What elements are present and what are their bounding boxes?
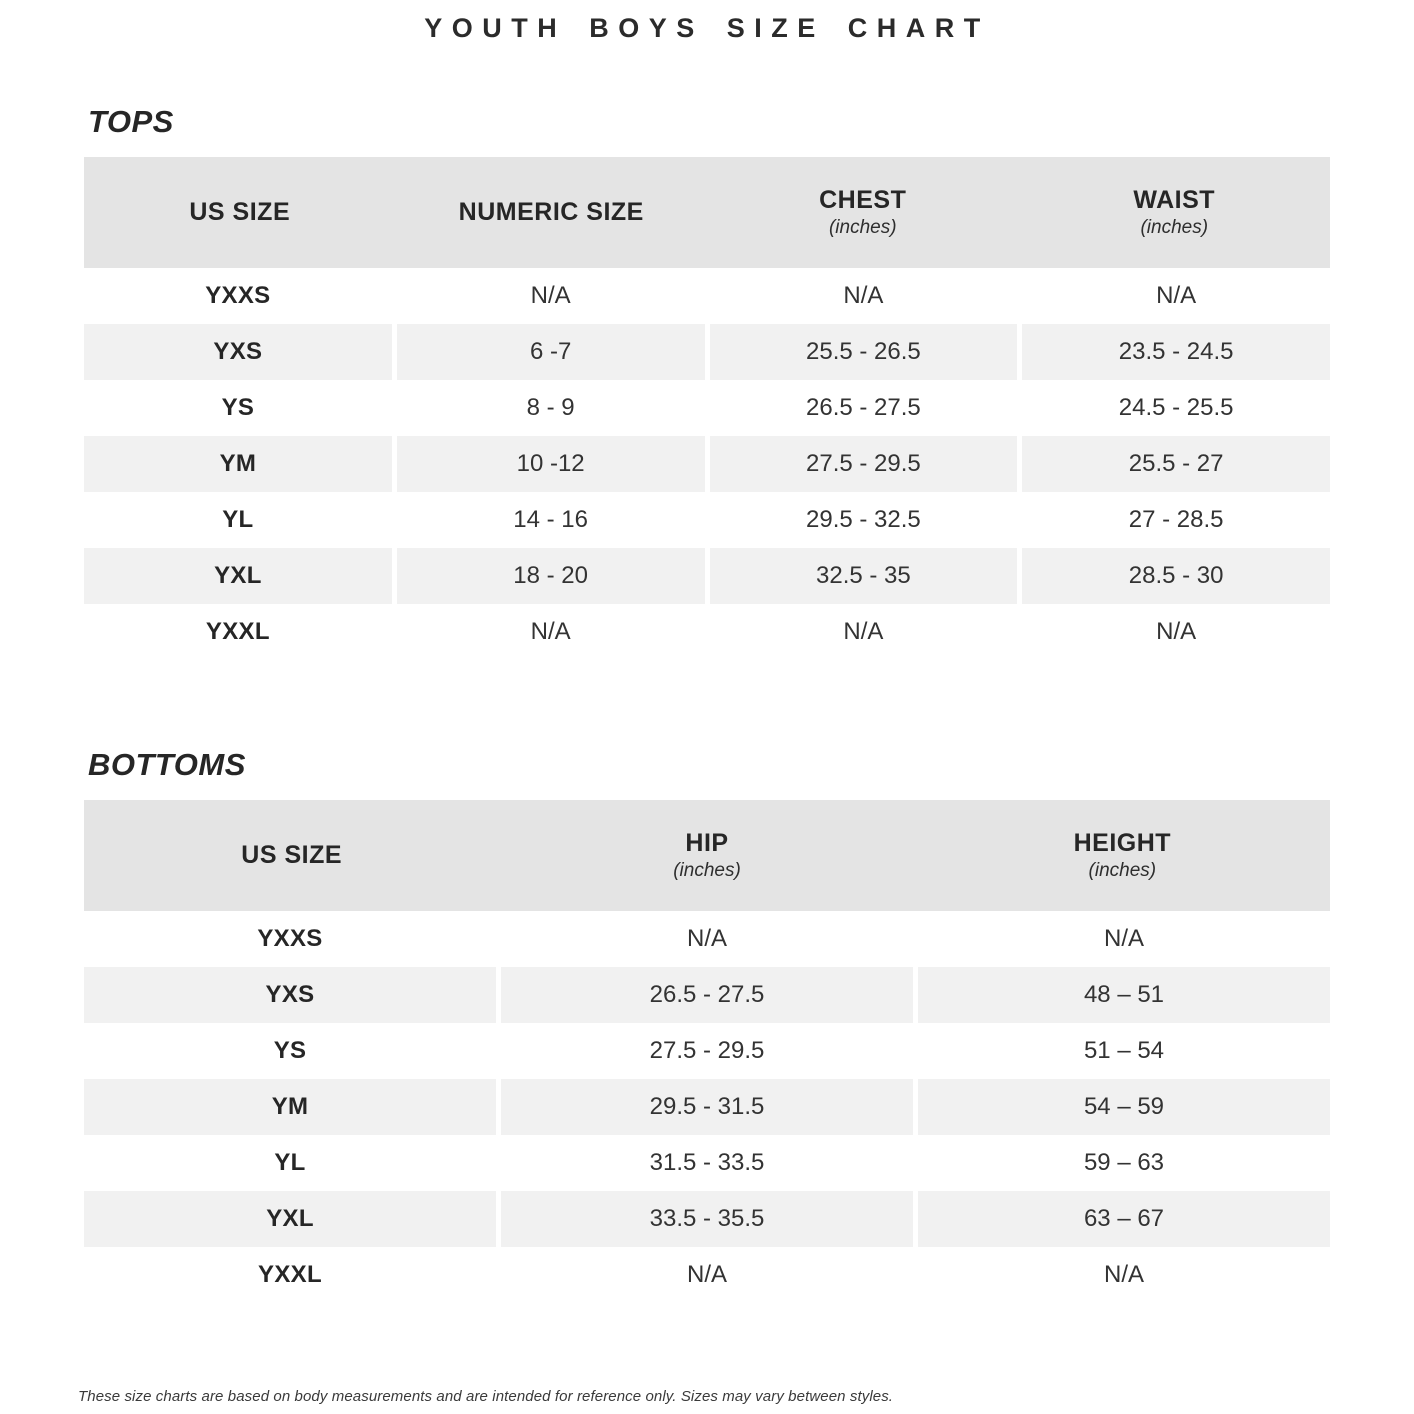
table-row: [84, 604, 1330, 660]
size-label-cell: YS: [221, 394, 255, 421]
size-label-cell: YXS: [84, 324, 392, 380]
bottoms-section: [84, 747, 1330, 1303]
table-row: [84, 548, 1330, 604]
measurement-cell: 51 – 54: [1083, 1037, 1165, 1064]
measurement-cell: 10 -12: [397, 436, 705, 492]
measurement-cell: N/A: [843, 282, 884, 309]
measurement-cell: 27 - 28.5: [1128, 506, 1224, 533]
measurement-cell: 29.5 - 32.5: [806, 506, 921, 533]
measurement-cell: N/A: [1103, 1261, 1144, 1288]
measurement-cell: N/A: [686, 925, 727, 952]
table-row: [84, 1247, 1330, 1303]
column-header-label: HIP: [685, 829, 729, 857]
measurement-cell: 31.5 - 33.5: [649, 1149, 765, 1176]
measurement-cell: 8 - 9: [526, 394, 575, 421]
tops-table-header-row: [84, 157, 1330, 268]
measurement-cell: N/A: [843, 618, 884, 645]
bottoms-table-body: [84, 911, 1330, 1303]
measurement-cell: 26.5 - 27.5: [806, 394, 921, 421]
column-header: [915, 800, 1330, 911]
bottoms-table-header-row: [84, 800, 1330, 911]
measurement-cell: N/A: [1156, 282, 1197, 309]
measurement-cell: 48 – 51: [918, 967, 1330, 1023]
tops-table-body: [84, 268, 1330, 660]
size-label-cell: YXS: [84, 967, 496, 1023]
column-header-unit: (inches): [673, 860, 741, 882]
size-label-cell: YM: [84, 436, 392, 492]
table-row: [84, 911, 1330, 967]
column-header-label: NUMERIC SIZE: [458, 197, 644, 226]
size-label-cell: YXL: [84, 548, 392, 604]
column-header: [499, 800, 914, 911]
page-title: YOUTH BOYS SIZE CHART: [424, 13, 990, 43]
size-label-cell: YS: [273, 1037, 307, 1064]
bottoms-size-table: [84, 800, 1330, 1303]
column-header-label: US SIZE: [189, 197, 291, 226]
tops-section-heading: TOPS: [88, 104, 174, 139]
size-label-cell: YL: [274, 1149, 306, 1176]
measurement-cell: 28.5 - 30: [1022, 548, 1330, 604]
column-header: [707, 157, 1019, 268]
column-header: [1019, 157, 1331, 268]
bottoms-section-heading: BOTTOMS: [88, 747, 246, 782]
table-row: [84, 1135, 1330, 1191]
table-row: [84, 380, 1330, 436]
measurement-cell: N/A: [1103, 925, 1144, 952]
measurement-cell: 25.5 - 27: [1022, 436, 1330, 492]
measurement-cell: 59 – 63: [1083, 1149, 1165, 1176]
footnote: These size charts are based on body measurements and are intended for reference only. Sizes may vary between styles.: [78, 1388, 894, 1405]
size-label-cell: YXXS: [205, 282, 271, 309]
column-header: [84, 800, 499, 911]
table-row: [84, 324, 1330, 380]
column-header: [84, 157, 396, 268]
table-row: [84, 492, 1330, 548]
column-header: [396, 157, 708, 268]
size-label-cell: YXXL: [205, 618, 270, 645]
size-label-cell: YXL: [84, 1191, 496, 1247]
table-row: [84, 268, 1330, 324]
size-label-cell: YL: [222, 506, 254, 533]
measurement-cell: 14 - 16: [513, 506, 588, 533]
measurement-cell: 54 – 59: [918, 1079, 1330, 1135]
tops-size-table: [84, 157, 1330, 660]
tops-section: [84, 104, 1330, 660]
measurement-cell: N/A: [1156, 618, 1197, 645]
table-row: [84, 1079, 1330, 1135]
measurement-cell: 29.5 - 31.5: [501, 1079, 913, 1135]
column-header-unit: (inches): [828, 217, 897, 239]
measurement-cell: 26.5 - 27.5: [501, 967, 913, 1023]
column-header-label: HEIGHT: [1073, 829, 1172, 857]
column-header-label: US SIZE: [241, 840, 343, 869]
measurement-cell: N/A: [530, 618, 571, 645]
measurement-cell: 18 - 20: [397, 548, 705, 604]
size-label-cell: YXXS: [257, 925, 323, 952]
measurement-cell: 27.5 - 29.5: [649, 1037, 765, 1064]
measurement-cell: N/A: [686, 1261, 727, 1288]
measurement-cell: 32.5 - 35: [710, 548, 1018, 604]
table-row: [84, 967, 1330, 1023]
measurement-cell: 33.5 - 35.5: [501, 1191, 913, 1247]
measurement-cell: N/A: [530, 282, 571, 309]
size-label-cell: YXXL: [258, 1261, 322, 1288]
column-header-unit: (inches): [1088, 860, 1157, 882]
table-row: [84, 1023, 1330, 1079]
measurement-cell: 23.5 - 24.5: [1022, 324, 1330, 380]
measurement-cell: 25.5 - 26.5: [710, 324, 1018, 380]
column-header-label: WAIST: [1133, 186, 1216, 214]
table-row: [84, 436, 1330, 492]
measurement-cell: 63 – 67: [918, 1191, 1330, 1247]
measurement-cell: 27.5 - 29.5: [710, 436, 1018, 492]
measurement-cell: 24.5 - 25.5: [1118, 394, 1234, 421]
column-header-unit: (inches): [1140, 217, 1209, 239]
measurement-cell: 6 -7: [397, 324, 705, 380]
size-label-cell: YM: [84, 1079, 496, 1135]
table-row: [84, 1191, 1330, 1247]
column-header-label: CHEST: [819, 186, 907, 214]
